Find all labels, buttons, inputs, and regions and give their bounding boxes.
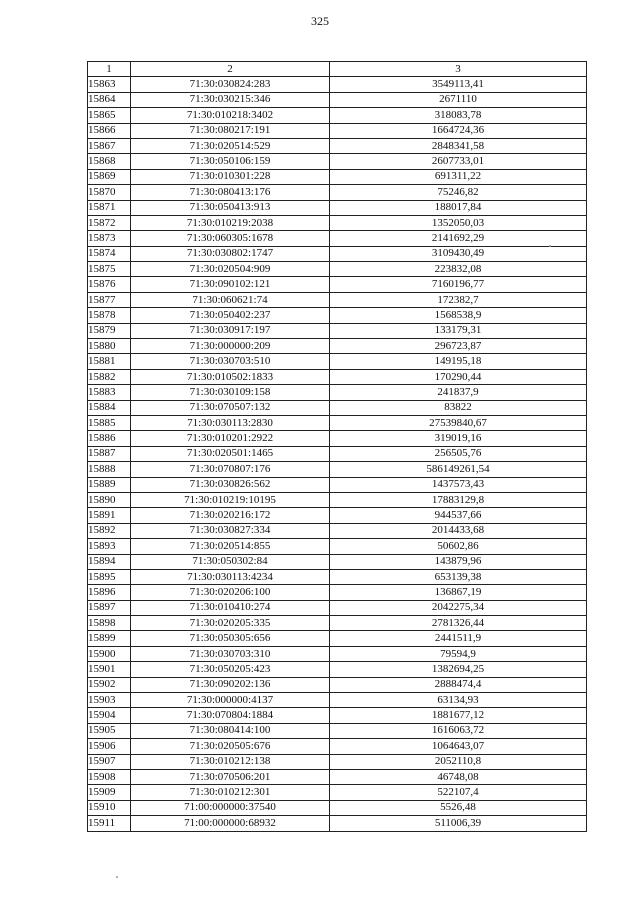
cadastral-value-cell: 2042275,34 bbox=[330, 600, 587, 615]
table-row bbox=[88, 816, 587, 831]
row-number-cell: 15881 bbox=[88, 354, 131, 369]
cadastral-number-cell: 71:30:020216:172 bbox=[131, 508, 330, 523]
cadastral-value-cell: 691311,22 bbox=[330, 169, 587, 184]
table-row bbox=[88, 708, 587, 723]
cadastral-number-cell: 71:30:030113:4234 bbox=[131, 569, 330, 584]
cadastral-number-cell: 71:30:050305:656 bbox=[131, 631, 330, 646]
cadastral-value-cell: 3549113,41 bbox=[330, 77, 587, 92]
row-number-cell: 15896 bbox=[88, 585, 131, 600]
row-number-cell: 15890 bbox=[88, 492, 131, 507]
cadastral-value-cell: 944537,66 bbox=[330, 508, 587, 523]
row-number-cell: 15867 bbox=[88, 138, 131, 153]
table-row bbox=[88, 446, 587, 461]
cadastral-value-cell: 2441511,9 bbox=[330, 631, 587, 646]
row-number-cell: 15902 bbox=[88, 677, 131, 692]
table-row bbox=[88, 277, 587, 292]
table-row bbox=[88, 185, 587, 200]
row-number-cell: 15911 bbox=[88, 816, 131, 831]
cadastral-number-cell: 71:30:060305:1678 bbox=[131, 231, 330, 246]
table-row bbox=[88, 723, 587, 738]
row-number-cell: 15907 bbox=[88, 754, 131, 769]
table-row bbox=[88, 77, 587, 92]
cadastral-number-cell: 71:30:070807:176 bbox=[131, 462, 330, 477]
row-number-cell: 15903 bbox=[88, 693, 131, 708]
cadastral-value-cell: 2014433,68 bbox=[330, 523, 587, 538]
row-number-cell: 15870 bbox=[88, 185, 131, 200]
row-number-cell: 15875 bbox=[88, 262, 131, 277]
cadastral-number-cell: 71:30:020505:676 bbox=[131, 739, 330, 754]
cadastral-value-cell: 172382,7 bbox=[330, 292, 587, 307]
cadastral-value-cell: 170290,44 bbox=[330, 369, 587, 384]
cadastral-value-cell: 5526,48 bbox=[330, 800, 587, 815]
cadastral-value-cell: 188017,84 bbox=[330, 200, 587, 215]
cadastral-value-cell: 223832,08 bbox=[330, 262, 587, 277]
table-row bbox=[88, 339, 587, 354]
scan-speck bbox=[549, 245, 551, 247]
cadastral-number-cell: 71:30:030802:1747 bbox=[131, 246, 330, 261]
cadastral-number-cell: 71:30:080413:176 bbox=[131, 185, 330, 200]
row-number-cell: 15910 bbox=[88, 800, 131, 815]
table-row bbox=[88, 415, 587, 430]
cadastral-number-cell: 71:30:010212:138 bbox=[131, 754, 330, 769]
row-number-cell: 15906 bbox=[88, 739, 131, 754]
row-number-cell: 15885 bbox=[88, 415, 131, 430]
cadastral-number-cell: 71:30:050205:423 bbox=[131, 662, 330, 677]
table-row bbox=[88, 323, 587, 338]
cadastral-number-cell: 71:30:080414:100 bbox=[131, 723, 330, 738]
cadastral-number-cell: 71:30:020514:855 bbox=[131, 539, 330, 554]
page-number: 325 bbox=[311, 14, 329, 28]
table-row bbox=[88, 400, 587, 415]
cadastral-value-cell: 136867,19 bbox=[330, 585, 587, 600]
table-row bbox=[88, 292, 587, 307]
row-number-cell: 15897 bbox=[88, 600, 131, 615]
cadastral-number-cell: 71:30:030917:197 bbox=[131, 323, 330, 338]
table-header-row bbox=[88, 62, 587, 77]
table-row bbox=[88, 215, 587, 230]
table-row bbox=[88, 662, 587, 677]
table-row bbox=[88, 631, 587, 646]
cadastral-value-cell: 319019,16 bbox=[330, 431, 587, 446]
row-number-cell: 15864 bbox=[88, 92, 131, 107]
row-number-cell: 15900 bbox=[88, 646, 131, 661]
table-row bbox=[88, 739, 587, 754]
table-row bbox=[88, 231, 587, 246]
cadastral-number-cell: 71:30:010301:228 bbox=[131, 169, 330, 184]
table-row bbox=[88, 569, 587, 584]
cadastral-value-cell: 1437573,43 bbox=[330, 477, 587, 492]
cadastral-number-cell: 71:30:020501:1465 bbox=[131, 446, 330, 461]
row-number-cell: 15883 bbox=[88, 385, 131, 400]
row-number-cell: 15905 bbox=[88, 723, 131, 738]
column-header-3: 3 bbox=[330, 62, 587, 77]
cadastral-value-cell: 2781326,44 bbox=[330, 616, 587, 631]
cadastral-number-cell: 71:30:080217:191 bbox=[131, 123, 330, 138]
cadastral-number-cell: 71:30:020206:100 bbox=[131, 585, 330, 600]
cadastral-value-cell: 3109430,49 bbox=[330, 246, 587, 261]
row-number-cell: 15887 bbox=[88, 446, 131, 461]
cadastral-number-cell: 71:30:020514:529 bbox=[131, 138, 330, 153]
table-row bbox=[88, 539, 587, 554]
row-number-cell: 15892 bbox=[88, 523, 131, 538]
cadastral-value-cell: 2888474,4 bbox=[330, 677, 587, 692]
cadastral-number-cell: 71:30:010219:2038 bbox=[131, 215, 330, 230]
cadastral-value-cell: 46748,08 bbox=[330, 769, 587, 784]
cadastral-number-cell: 71:30:030109:158 bbox=[131, 385, 330, 400]
row-number-cell: 15863 bbox=[88, 77, 131, 92]
cadastral-number-cell: 71:30:010410:274 bbox=[131, 600, 330, 615]
table-row bbox=[88, 769, 587, 784]
table-row bbox=[88, 785, 587, 800]
row-number-cell: 15899 bbox=[88, 631, 131, 646]
table-row bbox=[88, 646, 587, 661]
row-number-cell: 15889 bbox=[88, 477, 131, 492]
row-number-cell: 15898 bbox=[88, 616, 131, 631]
row-number-cell: 15893 bbox=[88, 539, 131, 554]
cadastral-value-cell: 511006,39 bbox=[330, 816, 587, 831]
cadastral-value-cell: 586149261,54 bbox=[330, 462, 587, 477]
cadastral-value-cell: 149195,18 bbox=[330, 354, 587, 369]
table-row bbox=[88, 308, 587, 323]
table-row bbox=[88, 693, 587, 708]
cadastral-value-cell: 50602,86 bbox=[330, 539, 587, 554]
cadastral-number-cell: 71:30:020504:909 bbox=[131, 262, 330, 277]
row-number-cell: 15879 bbox=[88, 323, 131, 338]
cadastral-value-cell: 2052110,8 bbox=[330, 754, 587, 769]
cadastral-number-cell: 71:30:070506:201 bbox=[131, 769, 330, 784]
table-row bbox=[88, 477, 587, 492]
row-number-cell: 15876 bbox=[88, 277, 131, 292]
cadastral-value-cell: 1568538,9 bbox=[330, 308, 587, 323]
cadastral-number-cell: 71:30:010212:301 bbox=[131, 785, 330, 800]
table-row bbox=[88, 554, 587, 569]
row-number-cell: 15888 bbox=[88, 462, 131, 477]
cadastral-value-cell: 1382694,25 bbox=[330, 662, 587, 677]
cadastral-number-cell: 71:30:020205:335 bbox=[131, 616, 330, 631]
cadastral-number-cell: 71:30:030824:283 bbox=[131, 77, 330, 92]
cadastral-number-cell: 71:30:030703:510 bbox=[131, 354, 330, 369]
cadastral-value-cell: 143879,96 bbox=[330, 554, 587, 569]
row-number-cell: 15895 bbox=[88, 569, 131, 584]
cadastral-number-cell: 71:30:050106:159 bbox=[131, 154, 330, 169]
cadastral-number-cell: 71:30:090202:136 bbox=[131, 677, 330, 692]
table-row bbox=[88, 262, 587, 277]
cadastral-number-cell: 71:00:000000:68932 bbox=[131, 816, 330, 831]
cadastral-number-cell: 71:30:010219:10195 bbox=[131, 492, 330, 507]
cadastral-number-cell: 71:30:000000:209 bbox=[131, 339, 330, 354]
cadastral-number-cell: 71:30:070507:132 bbox=[131, 400, 330, 415]
cadastral-value-cell: 256505,76 bbox=[330, 446, 587, 461]
table-row bbox=[88, 154, 587, 169]
cadastral-value-cell: 7160196,77 bbox=[330, 277, 587, 292]
column-header-1: 1 bbox=[88, 62, 131, 77]
table-body bbox=[88, 77, 587, 831]
row-number-cell: 15891 bbox=[88, 508, 131, 523]
row-number-cell: 15874 bbox=[88, 246, 131, 261]
table-row bbox=[88, 754, 587, 769]
cadastral-number-cell: 71:30:030826:562 bbox=[131, 477, 330, 492]
table-row bbox=[88, 246, 587, 261]
row-number-cell: 15880 bbox=[88, 339, 131, 354]
table-row bbox=[88, 462, 587, 477]
column-header-2: 2 bbox=[131, 62, 330, 77]
cadastral-number-cell: 71:30:010201:2922 bbox=[131, 431, 330, 446]
row-number-cell: 15877 bbox=[88, 292, 131, 307]
cadastral-value-cell: 1064643,07 bbox=[330, 739, 587, 754]
cadastral-value-cell: 2671110 bbox=[330, 92, 587, 107]
table-row bbox=[88, 431, 587, 446]
cadastral-value-cell: 1881677,12 bbox=[330, 708, 587, 723]
cadastral-value-table bbox=[87, 61, 587, 832]
cadastral-number-cell: 71:30:050413:913 bbox=[131, 200, 330, 215]
row-number-cell: 15908 bbox=[88, 769, 131, 784]
cadastral-value-cell: 522107,4 bbox=[330, 785, 587, 800]
row-number-cell: 15894 bbox=[88, 554, 131, 569]
row-number-cell: 15869 bbox=[88, 169, 131, 184]
table-row bbox=[88, 169, 587, 184]
cadastral-value-cell: 17883129,8 bbox=[330, 492, 587, 507]
cadastral-value-cell: 2607733,01 bbox=[330, 154, 587, 169]
row-number-cell: 15878 bbox=[88, 308, 131, 323]
row-number-cell: 15904 bbox=[88, 708, 131, 723]
cadastral-value-cell: 1664724,36 bbox=[330, 123, 587, 138]
table-row bbox=[88, 354, 587, 369]
cadastral-value-cell: 1352050,03 bbox=[330, 215, 587, 230]
table-row bbox=[88, 508, 587, 523]
table-row bbox=[88, 800, 587, 815]
cadastral-value-cell: 133179,31 bbox=[330, 323, 587, 338]
cadastral-value-cell: 83822 bbox=[330, 400, 587, 415]
row-number-cell: 15873 bbox=[88, 231, 131, 246]
cadastral-number-cell: 71:30:010502:1833 bbox=[131, 369, 330, 384]
table-row bbox=[88, 200, 587, 215]
row-number-cell: 15871 bbox=[88, 200, 131, 215]
cadastral-value-cell: 63134,93 bbox=[330, 693, 587, 708]
table-row bbox=[88, 523, 587, 538]
cadastral-number-cell: 71:30:090102:121 bbox=[131, 277, 330, 292]
cadastral-number-cell: 71:30:060621:74 bbox=[131, 292, 330, 307]
cadastral-number-cell: 71:30:030827:334 bbox=[131, 523, 330, 538]
row-number-cell: 15882 bbox=[88, 369, 131, 384]
table-row bbox=[88, 385, 587, 400]
cadastral-value-cell: 27539840,67 bbox=[330, 415, 587, 430]
row-number-cell: 15901 bbox=[88, 662, 131, 677]
cadastral-value-cell: 296723,87 bbox=[330, 339, 587, 354]
table-row bbox=[88, 92, 587, 107]
cadastral-value-cell: 79594,9 bbox=[330, 646, 587, 661]
cadastral-number-cell: 71:30:030113:2830 bbox=[131, 415, 330, 430]
cadastral-value-cell: 653139,38 bbox=[330, 569, 587, 584]
table-row bbox=[88, 369, 587, 384]
table-row bbox=[88, 138, 587, 153]
table-row bbox=[88, 616, 587, 631]
cadastral-number-cell: 71:30:050302:84 bbox=[131, 554, 330, 569]
cadastral-number-cell: 71:30:050402:237 bbox=[131, 308, 330, 323]
row-number-cell: 15884 bbox=[88, 400, 131, 415]
row-number-cell: 15886 bbox=[88, 431, 131, 446]
table-row bbox=[88, 492, 587, 507]
cadastral-number-cell: 71:30:030215:346 bbox=[131, 92, 330, 107]
cadastral-value-cell: 2141692,29 bbox=[330, 231, 587, 246]
cadastral-number-cell: 71:30:010218:3402 bbox=[131, 108, 330, 123]
cadastral-number-cell: 71:00:000000:37540 bbox=[131, 800, 330, 815]
cadastral-value-cell: 2848341,58 bbox=[330, 138, 587, 153]
table-row bbox=[88, 123, 587, 138]
row-number-cell: 15909 bbox=[88, 785, 131, 800]
row-number-cell: 15866 bbox=[88, 123, 131, 138]
table-row bbox=[88, 600, 587, 615]
cadastral-number-cell: 71:30:030703:310 bbox=[131, 646, 330, 661]
table-row bbox=[88, 108, 587, 123]
table-row bbox=[88, 677, 587, 692]
cadastral-value-cell: 241837,9 bbox=[330, 385, 587, 400]
cadastral-value-cell: 75246,82 bbox=[330, 185, 587, 200]
row-number-cell: 15872 bbox=[88, 215, 131, 230]
row-number-cell: 15865 bbox=[88, 108, 131, 123]
cadastral-value-cell: 318083,78 bbox=[330, 108, 587, 123]
row-number-cell: 15868 bbox=[88, 154, 131, 169]
scan-speck bbox=[116, 876, 118, 878]
table-row bbox=[88, 585, 587, 600]
cadastral-number-cell: 71:30:000000:4137 bbox=[131, 693, 330, 708]
cadastral-value-cell: 1616063,72 bbox=[330, 723, 587, 738]
cadastral-number-cell: 71:30:070804:1884 bbox=[131, 708, 330, 723]
